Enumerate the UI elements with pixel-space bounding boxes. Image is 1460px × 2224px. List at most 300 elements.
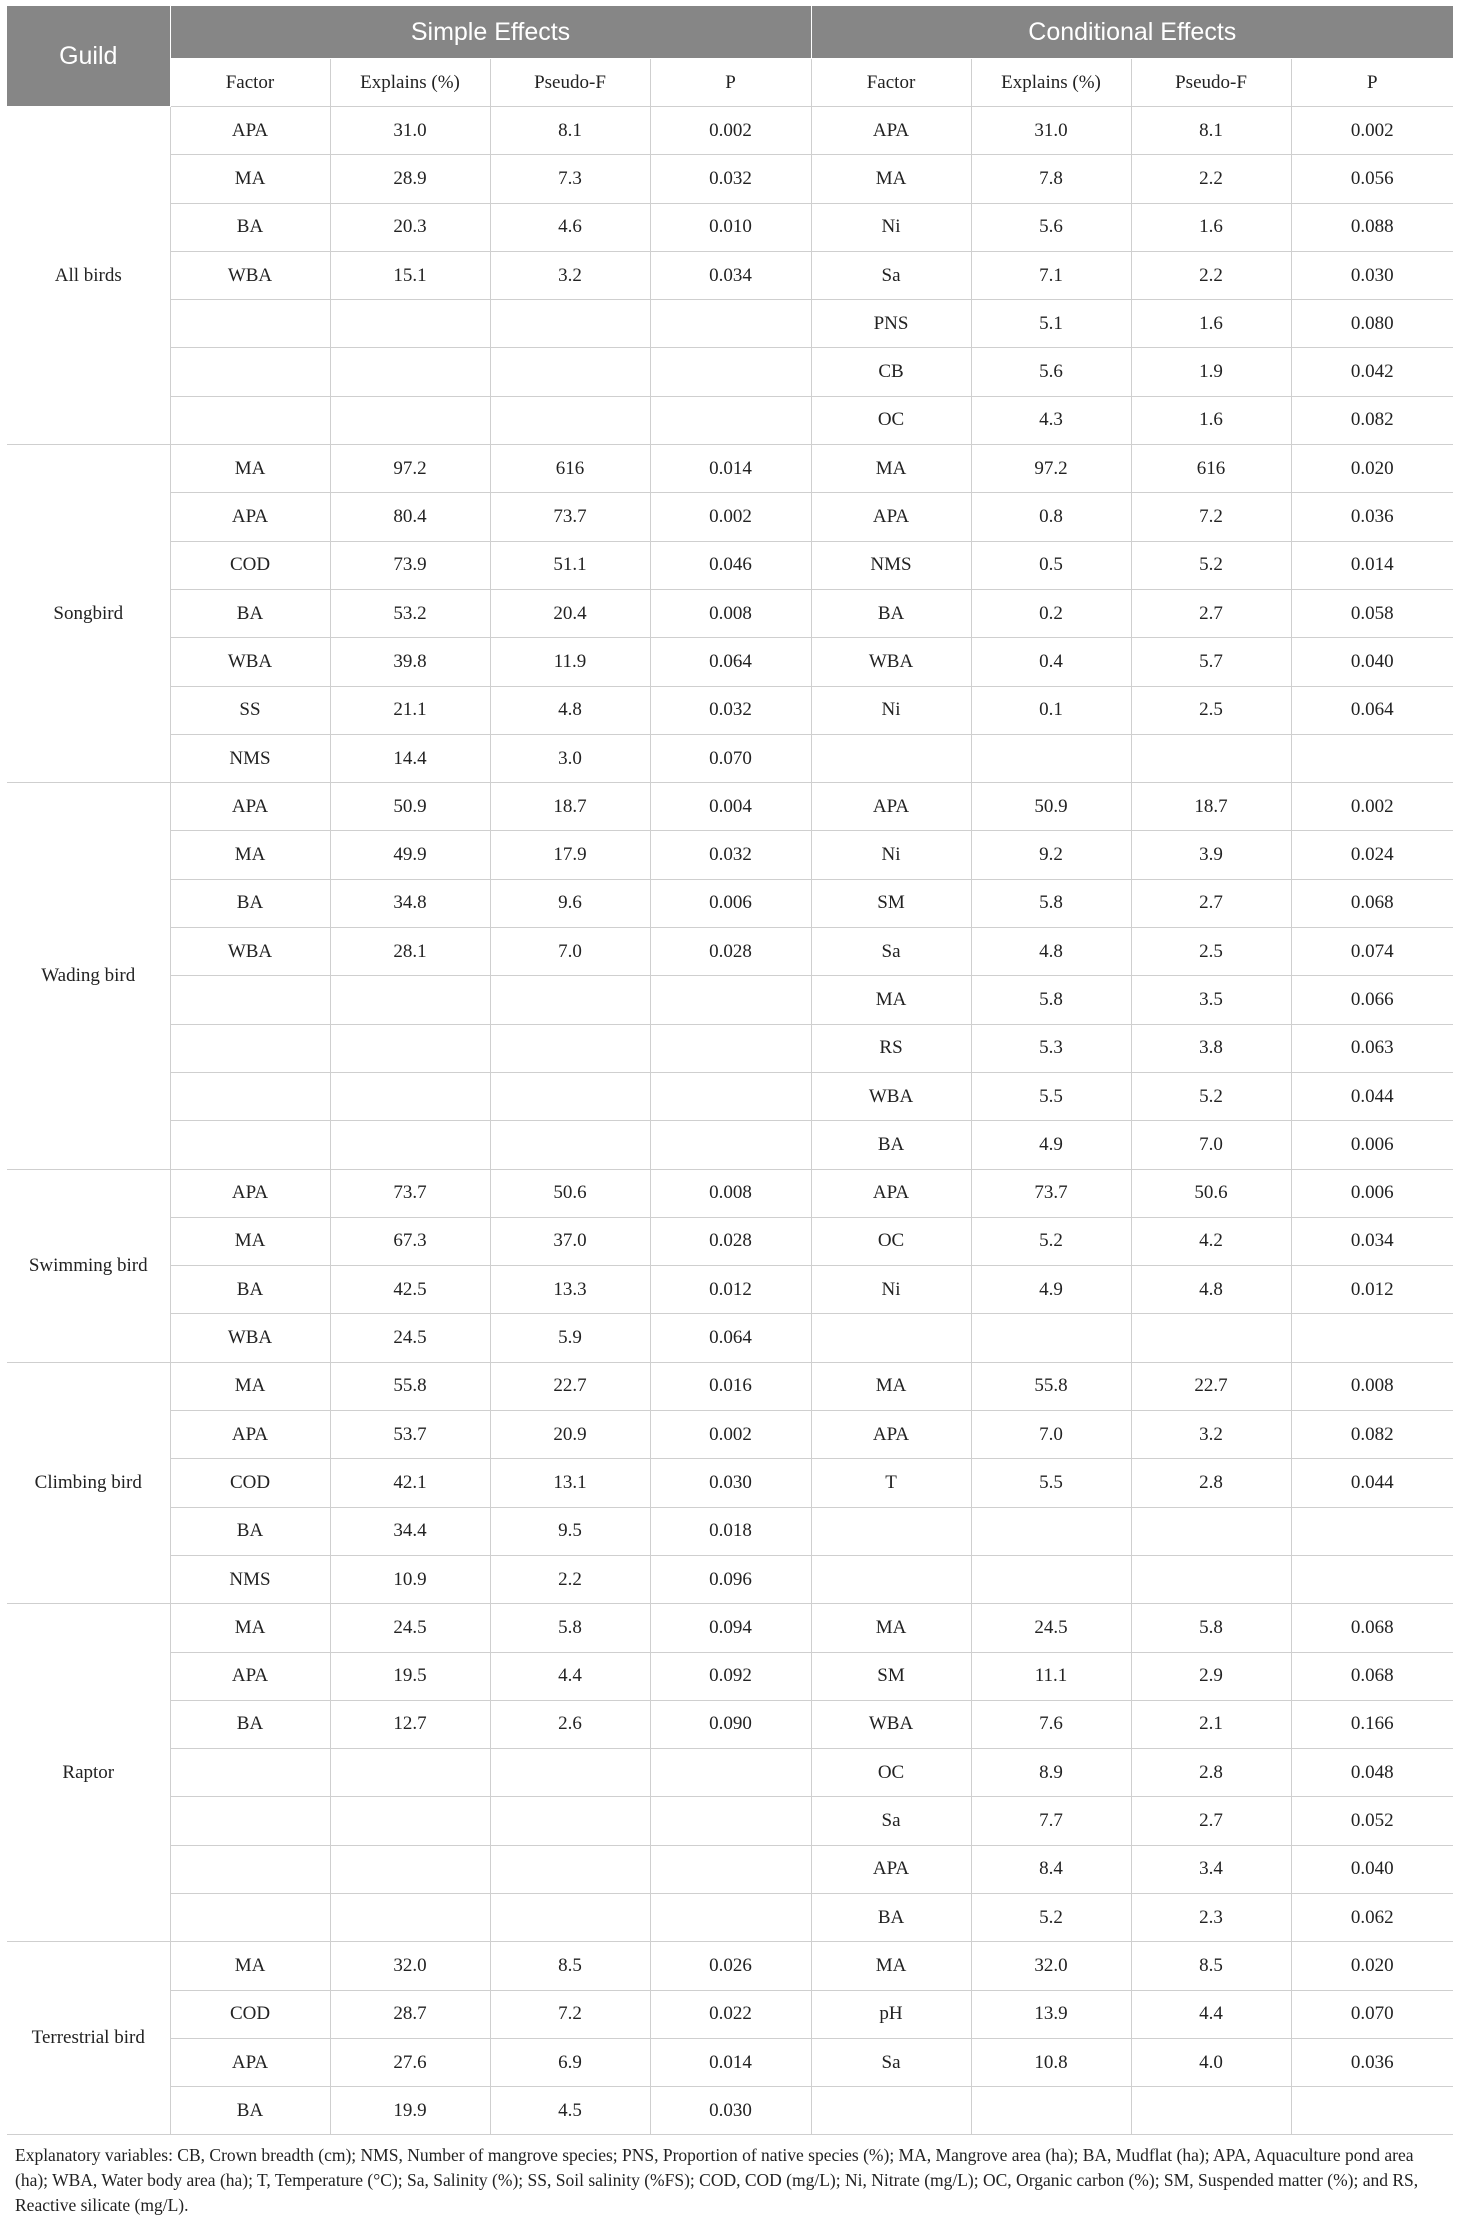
conditional-pseudo-f-cell: 2.9 <box>1131 1652 1291 1700</box>
simple-explains-cell: 55.8 <box>330 1362 490 1410</box>
table-row <box>7 1411 1453 1459</box>
simple-factor-cell: SS <box>170 686 330 734</box>
simple-explains-cell <box>330 1797 490 1845</box>
conditional-explains-cell: 32.0 <box>971 1942 1131 1990</box>
conditional-factor-cell <box>811 1555 971 1603</box>
simple-factor-cell <box>170 1024 330 1072</box>
simple-explains-cell: 73.9 <box>330 541 490 589</box>
simple-p-cell: 0.016 <box>650 1362 811 1410</box>
simple-factor-cell: MA <box>170 1362 330 1410</box>
conditional-pseudo-f-cell: 2.2 <box>1131 155 1291 203</box>
simple-pseudo-f-cell: 2.6 <box>490 1700 650 1748</box>
simple-explains-cell: 28.7 <box>330 1990 490 2038</box>
table-row <box>7 1797 1453 1845</box>
conditional-pseudo-f-cell: 1.6 <box>1131 300 1291 348</box>
conditional-factor-cell: T <box>811 1459 971 1507</box>
table-row <box>7 1845 1453 1893</box>
simple-pseudo-f-subheader: Pseudo-F <box>490 59 650 107</box>
conditional-factor-cell: Ni <box>811 831 971 879</box>
simple-explains-cell <box>330 1024 490 1072</box>
conditional-factor-cell: MA <box>811 976 971 1024</box>
simple-factor-cell: APA <box>170 493 330 541</box>
conditional-pseudo-f-cell <box>1131 734 1291 782</box>
table-row <box>7 107 1453 155</box>
simple-p-cell: 0.004 <box>650 783 811 831</box>
simple-factor-cell: APA <box>170 1652 330 1700</box>
simple-pseudo-f-cell: 9.6 <box>490 879 650 927</box>
simple-pseudo-f-cell: 3.2 <box>490 251 650 299</box>
conditional-pseudo-f-cell: 4.4 <box>1131 1990 1291 2038</box>
table-row <box>7 783 1453 831</box>
simple-pseudo-f-cell: 8.1 <box>490 107 650 155</box>
conditional-factor-cell: MA <box>811 1362 971 1410</box>
conditional-p-cell: 0.014 <box>1291 541 1453 589</box>
guild-header: Guild <box>7 6 170 107</box>
simple-factor-cell: MA <box>170 831 330 879</box>
simple-factor-cell: APA <box>170 1169 330 1217</box>
simple-factor-subheader: Factor <box>170 59 330 107</box>
simple-p-cell: 0.028 <box>650 928 811 976</box>
conditional-explains-cell: 50.9 <box>971 783 1131 831</box>
table-row <box>7 1749 1453 1797</box>
conditional-pseudo-f-cell: 2.3 <box>1131 1893 1291 1941</box>
simple-explains-cell: 42.5 <box>330 1266 490 1314</box>
conditional-factor-cell: WBA <box>811 1700 971 1748</box>
conditional-explains-cell: 5.2 <box>971 1217 1131 1265</box>
simple-pseudo-f-cell: 13.3 <box>490 1266 650 1314</box>
table-row <box>7 976 1453 1024</box>
conditional-p-cell: 0.166 <box>1291 1700 1453 1748</box>
conditional-factor-cell <box>811 1507 971 1555</box>
simple-factor-cell: WBA <box>170 251 330 299</box>
simple-explains-cell: 80.4 <box>330 493 490 541</box>
conditional-factor-cell: MA <box>811 1942 971 1990</box>
conditional-p-cell: 0.020 <box>1291 1942 1453 1990</box>
simple-p-cell <box>650 1749 811 1797</box>
conditional-factor-cell <box>811 734 971 782</box>
conditional-pseudo-f-cell: 3.5 <box>1131 976 1291 1024</box>
simple-p-cell <box>650 348 811 396</box>
simple-explains-cell: 39.8 <box>330 638 490 686</box>
simple-pseudo-f-cell: 20.9 <box>490 1411 650 1459</box>
conditional-factor-cell: RS <box>811 1024 971 1072</box>
conditional-p-cell: 0.062 <box>1291 1893 1453 1941</box>
simple-pseudo-f-cell: 4.6 <box>490 203 650 251</box>
conditional-factor-cell: SM <box>811 879 971 927</box>
simple-explains-cell: 34.4 <box>330 1507 490 1555</box>
conditional-pseudo-f-cell: 2.2 <box>1131 251 1291 299</box>
simple-factor-cell: WBA <box>170 638 330 686</box>
conditional-factor-cell: APA <box>811 783 971 831</box>
conditional-factor-cell: Sa <box>811 1797 971 1845</box>
conditional-p-cell: 0.042 <box>1291 348 1453 396</box>
conditional-pseudo-f-cell: 4.8 <box>1131 1266 1291 1314</box>
table-row <box>7 2087 1453 2135</box>
simple-pseudo-f-cell: 37.0 <box>490 1217 650 1265</box>
conditional-factor-cell: OC <box>811 396 971 444</box>
conditional-explains-cell: 0.4 <box>971 638 1131 686</box>
simple-explains-cell: 28.1 <box>330 928 490 976</box>
conditional-explains-cell: 4.8 <box>971 928 1131 976</box>
simple-pseudo-f-cell: 11.9 <box>490 638 650 686</box>
simple-p-cell: 0.008 <box>650 589 811 637</box>
conditional-pseudo-f-cell <box>1131 1555 1291 1603</box>
table-row <box>7 1266 1453 1314</box>
conditional-factor-cell: WBA <box>811 1072 971 1120</box>
conditional-p-cell <box>1291 1507 1453 1555</box>
table-row <box>7 734 1453 782</box>
conditional-factor-cell: SM <box>811 1652 971 1700</box>
simple-pseudo-f-cell: 4.4 <box>490 1652 650 1700</box>
simple-p-cell: 0.090 <box>650 1700 811 1748</box>
conditional-explains-cell <box>971 734 1131 782</box>
conditional-p-cell <box>1291 1314 1453 1362</box>
conditional-pseudo-f-cell: 5.7 <box>1131 638 1291 686</box>
conditional-explains-cell: 55.8 <box>971 1362 1131 1410</box>
simple-pseudo-f-cell: 616 <box>490 445 650 493</box>
simple-p-cell: 0.010 <box>650 203 811 251</box>
conditional-pseudo-f-cell: 2.8 <box>1131 1749 1291 1797</box>
conditional-explains-cell: 8.4 <box>971 1845 1131 1893</box>
simple-explains-cell: 19.9 <box>330 2087 490 2135</box>
table-row <box>7 1314 1453 1362</box>
conditional-factor-cell: APA <box>811 1845 971 1893</box>
conditional-p-cell: 0.058 <box>1291 589 1453 637</box>
conditional-explains-cell: 5.5 <box>971 1072 1131 1120</box>
simple-explains-cell: 20.3 <box>330 203 490 251</box>
conditional-factor-cell: WBA <box>811 638 971 686</box>
simple-explains-cell: 27.6 <box>330 2038 490 2086</box>
conditional-p-cell: 0.002 <box>1291 783 1453 831</box>
simple-factor-cell: COD <box>170 1459 330 1507</box>
simple-p-cell: 0.002 <box>650 107 811 155</box>
conditional-pseudo-f-cell: 616 <box>1131 445 1291 493</box>
conditional-explains-cell: 31.0 <box>971 107 1131 155</box>
conditional-factor-cell: OC <box>811 1749 971 1797</box>
conditional-p-cell: 0.070 <box>1291 1990 1453 2038</box>
simple-factor-cell: MA <box>170 1604 330 1652</box>
simple-pseudo-f-cell: 20.4 <box>490 589 650 637</box>
conditional-explains-cell: 13.9 <box>971 1990 1131 2038</box>
table-row <box>7 396 1453 444</box>
simple-p-cell <box>650 396 811 444</box>
conditional-factor-cell: NMS <box>811 541 971 589</box>
conditional-explains-cell: 7.1 <box>971 251 1131 299</box>
simple-explains-cell: 10.9 <box>330 1555 490 1603</box>
simple-pseudo-f-cell: 51.1 <box>490 541 650 589</box>
simple-p-cell: 0.046 <box>650 541 811 589</box>
guild-cell: Wading bird <box>7 783 170 1169</box>
conditional-pseudo-f-cell: 1.6 <box>1131 203 1291 251</box>
simple-pseudo-f-cell <box>490 976 650 1024</box>
simple-p-cell <box>650 1121 811 1169</box>
conditional-pseudo-f-cell: 1.9 <box>1131 348 1291 396</box>
conditional-pseudo-f-cell: 4.2 <box>1131 1217 1291 1265</box>
conditional-factor-cell: Ni <box>811 203 971 251</box>
simple-p-cell: 0.026 <box>650 1942 811 1990</box>
table-row <box>7 879 1453 927</box>
simple-factor-cell <box>170 300 330 348</box>
conditional-p-cell: 0.036 <box>1291 2038 1453 2086</box>
conditional-pseudo-f-cell: 22.7 <box>1131 1362 1291 1410</box>
conditional-p-cell: 0.044 <box>1291 1459 1453 1507</box>
table-row <box>7 638 1453 686</box>
simple-explains-cell: 67.3 <box>330 1217 490 1265</box>
conditional-explains-cell: 5.1 <box>971 300 1131 348</box>
conditional-p-cell: 0.024 <box>1291 831 1453 879</box>
guild-cell: Songbird <box>7 445 170 783</box>
simple-factor-cell <box>170 396 330 444</box>
simple-p-cell <box>650 1893 811 1941</box>
guild-cell: Terrestrial bird <box>7 1942 170 2135</box>
simple-factor-cell: MA <box>170 155 330 203</box>
simple-explains-cell <box>330 1121 490 1169</box>
conditional-pseudo-f-cell: 8.5 <box>1131 1942 1291 1990</box>
table-row <box>7 493 1453 541</box>
simple-factor-cell: BA <box>170 1507 330 1555</box>
simple-explains-cell <box>330 348 490 396</box>
conditional-p-cell: 0.074 <box>1291 928 1453 976</box>
conditional-explains-cell: 7.6 <box>971 1700 1131 1748</box>
conditional-factor-cell: BA <box>811 589 971 637</box>
conditional-explains-cell: 0.1 <box>971 686 1131 734</box>
simple-pseudo-f-cell: 7.0 <box>490 928 650 976</box>
conditional-p-cell: 0.068 <box>1291 1604 1453 1652</box>
simple-pseudo-f-cell <box>490 1072 650 1120</box>
simple-explains-cell <box>330 300 490 348</box>
conditional-factor-cell: APA <box>811 1411 971 1459</box>
simple-explains-cell <box>330 1893 490 1941</box>
simple-factor-cell: MA <box>170 445 330 493</box>
simple-factor-cell: BA <box>170 589 330 637</box>
conditional-pseudo-f-cell: 5.8 <box>1131 1604 1291 1652</box>
table-row <box>7 589 1453 637</box>
simple-p-cell: 0.002 <box>650 493 811 541</box>
table-row <box>7 348 1453 396</box>
table-row <box>7 2038 1453 2086</box>
simple-p-cell: 0.022 <box>650 1990 811 2038</box>
conditional-p-cell: 0.036 <box>1291 493 1453 541</box>
simple-pseudo-f-cell: 7.3 <box>490 155 650 203</box>
conditional-explains-cell: 97.2 <box>971 445 1131 493</box>
simple-pseudo-f-cell <box>490 1893 650 1941</box>
simple-p-cell: 0.006 <box>650 879 811 927</box>
table-row <box>7 1459 1453 1507</box>
conditional-explains-cell: 0.2 <box>971 589 1131 637</box>
simple-p-cell <box>650 300 811 348</box>
table-row <box>7 1024 1453 1072</box>
conditional-factor-cell: Sa <box>811 251 971 299</box>
conditional-factor-cell <box>811 2087 971 2135</box>
conditional-factor-cell: BA <box>811 1893 971 1941</box>
simple-pseudo-f-cell: 22.7 <box>490 1362 650 1410</box>
simple-explains-cell <box>330 396 490 444</box>
conditional-explains-cell: 5.3 <box>971 1024 1131 1072</box>
conditional-p-cell: 0.030 <box>1291 251 1453 299</box>
simple-pseudo-f-cell: 5.9 <box>490 1314 650 1362</box>
conditional-pseudo-f-cell: 5.2 <box>1131 1072 1291 1120</box>
conditional-p-cell: 0.040 <box>1291 638 1453 686</box>
table-row <box>7 1652 1453 1700</box>
simple-factor-cell: BA <box>170 2087 330 2135</box>
simple-explains-cell: 53.2 <box>330 589 490 637</box>
table-row <box>7 203 1453 251</box>
conditional-pseudo-f-cell: 3.2 <box>1131 1411 1291 1459</box>
conditional-pseudo-f-cell <box>1131 1507 1291 1555</box>
conditional-factor-cell: MA <box>811 1604 971 1652</box>
conditional-explains-cell: 0.8 <box>971 493 1131 541</box>
conditional-explains-cell: 7.8 <box>971 155 1131 203</box>
table-row <box>7 541 1453 589</box>
conditional-effects-header: Conditional Effects <box>811 6 1453 59</box>
simple-factor-cell: NMS <box>170 734 330 782</box>
conditional-p-cell: 0.052 <box>1291 1797 1453 1845</box>
simple-p-cell: 0.030 <box>650 2087 811 2135</box>
table-row <box>7 1217 1453 1265</box>
conditional-factor-cell: MA <box>811 445 971 493</box>
conditional-explains-cell: 4.9 <box>971 1266 1131 1314</box>
simple-factor-cell: BA <box>170 203 330 251</box>
simple-pseudo-f-cell: 5.8 <box>490 1604 650 1652</box>
table-row <box>7 251 1453 299</box>
conditional-pseudo-f-cell: 2.7 <box>1131 879 1291 927</box>
conditional-explains-cell <box>971 1555 1131 1603</box>
simple-p-cell: 0.032 <box>650 831 811 879</box>
simple-p-cell: 0.034 <box>650 251 811 299</box>
simple-explains-cell <box>330 1845 490 1893</box>
simple-p-cell <box>650 1024 811 1072</box>
simple-factor-cell: APA <box>170 783 330 831</box>
simple-p-subheader: P <box>650 59 811 107</box>
conditional-explains-subheader: Explains (%) <box>971 59 1131 107</box>
guild-cell: Climbing bird <box>7 1362 170 1603</box>
conditional-p-cell: 0.068 <box>1291 879 1453 927</box>
conditional-p-cell: 0.048 <box>1291 1749 1453 1797</box>
table-row <box>7 155 1453 203</box>
conditional-pseudo-f-subheader: Pseudo-F <box>1131 59 1291 107</box>
simple-p-cell <box>650 1072 811 1120</box>
simple-explains-cell: 53.7 <box>330 1411 490 1459</box>
conditional-factor-cell: Sa <box>811 2038 971 2086</box>
column-subheader-row <box>7 59 1453 107</box>
conditional-factor-cell: Ni <box>811 1266 971 1314</box>
simple-pseudo-f-cell: 9.5 <box>490 1507 650 1555</box>
table-row <box>7 445 1453 493</box>
conditional-pseudo-f-cell: 8.1 <box>1131 107 1291 155</box>
simple-pseudo-f-cell <box>490 1797 650 1845</box>
conditional-p-cell: 0.034 <box>1291 1217 1453 1265</box>
results-table <box>7 6 1453 2135</box>
simple-explains-cell: 15.1 <box>330 251 490 299</box>
conditional-pseudo-f-cell: 3.9 <box>1131 831 1291 879</box>
conditional-factor-cell: PNS <box>811 300 971 348</box>
conditional-explains-cell: 4.9 <box>971 1121 1131 1169</box>
conditional-explains-cell: 10.8 <box>971 2038 1131 2086</box>
simple-factor-cell: MA <box>170 1942 330 1990</box>
simple-explains-cell: 24.5 <box>330 1314 490 1362</box>
simple-explains-cell: 31.0 <box>330 107 490 155</box>
simple-factor-cell: APA <box>170 2038 330 2086</box>
conditional-factor-cell: CB <box>811 348 971 396</box>
simple-p-cell: 0.032 <box>650 155 811 203</box>
conditional-explains-cell: 11.1 <box>971 1652 1131 1700</box>
simple-explains-cell: 73.7 <box>330 1169 490 1217</box>
simple-factor-cell: BA <box>170 1266 330 1314</box>
simple-p-cell: 0.002 <box>650 1411 811 1459</box>
conditional-p-cell <box>1291 1555 1453 1603</box>
conditional-explains-cell: 5.8 <box>971 976 1131 1024</box>
guild-cell: Raptor <box>7 1604 170 1942</box>
simple-p-cell <box>650 976 811 1024</box>
conditional-pseudo-f-cell: 3.8 <box>1131 1024 1291 1072</box>
conditional-explains-cell: 5.6 <box>971 203 1131 251</box>
simple-pseudo-f-cell <box>490 300 650 348</box>
simple-factor-cell: NMS <box>170 1555 330 1603</box>
conditional-p-cell: 0.008 <box>1291 1362 1453 1410</box>
conditional-pseudo-f-cell: 7.0 <box>1131 1121 1291 1169</box>
table-row <box>7 1507 1453 1555</box>
table-row <box>7 1893 1453 1941</box>
simple-p-cell: 0.014 <box>650 2038 811 2086</box>
conditional-explains-cell: 4.3 <box>971 396 1131 444</box>
conditional-explains-cell: 5.5 <box>971 1459 1131 1507</box>
table-row <box>7 1942 1453 1990</box>
conditional-explains-cell: 9.2 <box>971 831 1131 879</box>
table-row <box>7 831 1453 879</box>
simple-p-cell: 0.094 <box>650 1604 811 1652</box>
simple-p-cell <box>650 1797 811 1845</box>
simple-explains-cell <box>330 976 490 1024</box>
guild-cell: All birds <box>7 107 170 445</box>
simple-factor-cell <box>170 1749 330 1797</box>
conditional-p-cell: 0.064 <box>1291 686 1453 734</box>
conditional-pseudo-f-cell: 7.2 <box>1131 493 1291 541</box>
simple-pseudo-f-cell: 4.8 <box>490 686 650 734</box>
simple-pseudo-f-cell <box>490 1845 650 1893</box>
table-row <box>7 686 1453 734</box>
simple-explains-cell: 97.2 <box>330 445 490 493</box>
conditional-explains-cell: 5.6 <box>971 348 1131 396</box>
conditional-explains-cell: 7.7 <box>971 1797 1131 1845</box>
simple-explains-cell: 34.8 <box>330 879 490 927</box>
simple-explains-cell: 12.7 <box>330 1700 490 1748</box>
simple-pseudo-f-cell: 18.7 <box>490 783 650 831</box>
simple-pseudo-f-cell: 4.5 <box>490 2087 650 2135</box>
conditional-p-cell: 0.082 <box>1291 1411 1453 1459</box>
conditional-explains-cell <box>971 1314 1131 1362</box>
conditional-factor-cell: MA <box>811 155 971 203</box>
conditional-factor-cell: OC <box>811 1217 971 1265</box>
conditional-p-cell: 0.006 <box>1291 1121 1453 1169</box>
simple-p-cell: 0.096 <box>650 1555 811 1603</box>
simple-explains-subheader: Explains (%) <box>330 59 490 107</box>
simple-factor-cell <box>170 1845 330 1893</box>
simple-factor-cell <box>170 1121 330 1169</box>
conditional-pseudo-f-cell <box>1131 1314 1291 1362</box>
simple-pseudo-f-cell: 73.7 <box>490 493 650 541</box>
simple-p-cell: 0.012 <box>650 1266 811 1314</box>
simple-factor-cell: WBA <box>170 928 330 976</box>
simple-pseudo-f-cell <box>490 1121 650 1169</box>
simple-pseudo-f-cell: 7.2 <box>490 1990 650 2038</box>
simple-explains-cell: 42.1 <box>330 1459 490 1507</box>
conditional-pseudo-f-cell: 4.0 <box>1131 2038 1291 2086</box>
conditional-pseudo-f-cell: 5.2 <box>1131 541 1291 589</box>
conditional-explains-cell: 24.5 <box>971 1604 1131 1652</box>
simple-p-cell <box>650 1845 811 1893</box>
conditional-pseudo-f-cell <box>1131 2087 1291 2135</box>
table-footnote: Explanatory variables: CB, Crown breadth (cm); NMS, Number of mangrove species; PNS, Proportion of native species (%); MA, Mangrove area (ha); BA, Mudflat (ha); APA, Aquaculture pond area (ha); WBA, Water body area (ha); T, Temperature (°C); Sa, Salinity (%); SS, Soil salinity (%FS); COD, COD (mg/L); Ni, Nitrate (mg/L); OC, Organic carbon (%); SM, Suspended matter (%); and RS, Reactive silicate (mg/L). <box>15 2145 1419 2216</box>
